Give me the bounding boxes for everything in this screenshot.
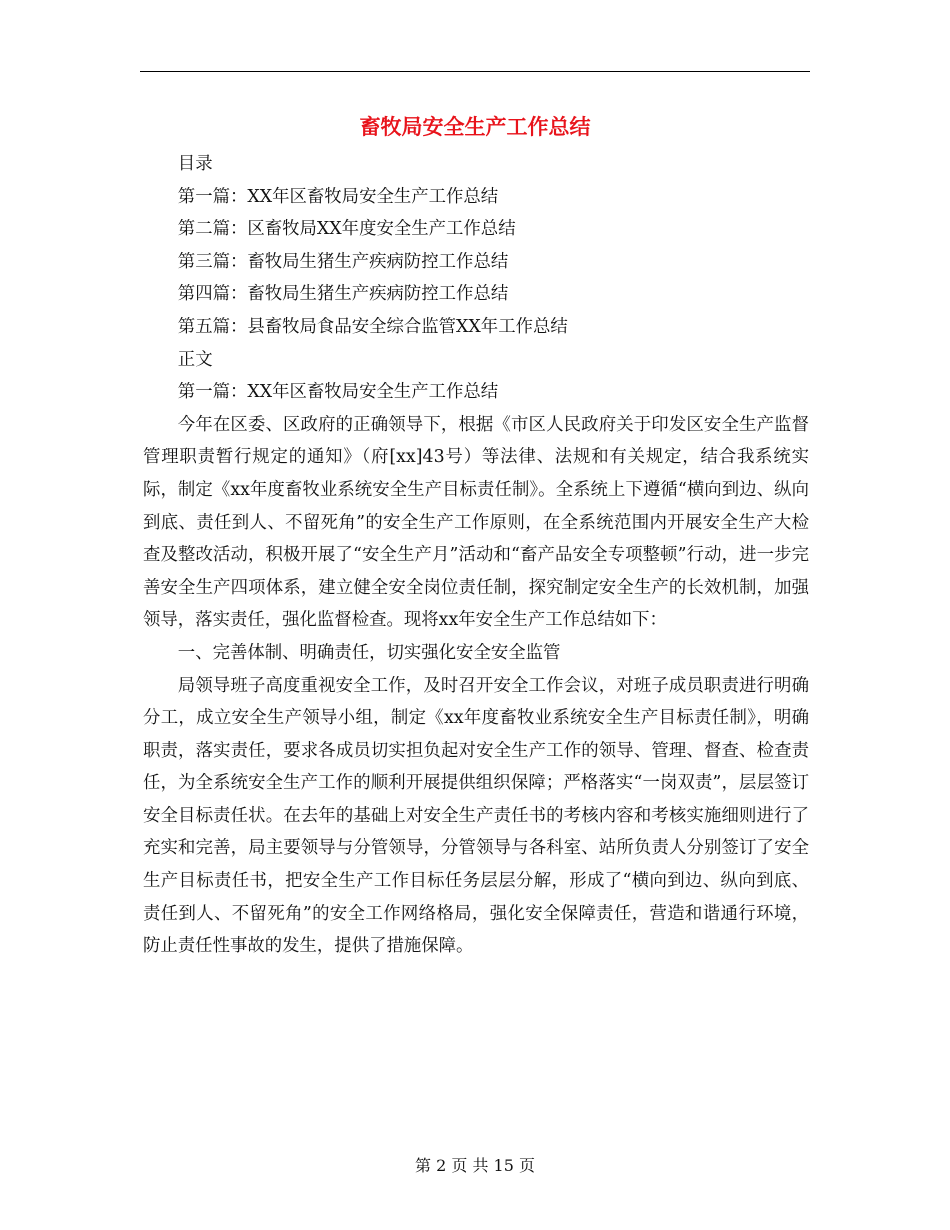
paragraph-intro: 今年在区委、区政府的正确领导下，根据《市区人民政府关于印发区安全生产监督管理职责暂行规定的通知》（府[xx]43号）等法律、法规和有关规定，结合我系统实际，制定《xx年度畜牧业系统安全生产目标责任制》。全系统上下遵循“横向到边、纵向到底、责任到人、不留死角”的安全生产工作原则，在全系统范围内开展安全生产大检查及整改活动，积极开展了“安全生产月”活动和“畜产品安全专项整顿”行动，进一步完善安全生产四项体系，建立健全安全岗位责任制，探究制定安全生产的长效机制，加强领导，落实责任，强化监督检查。现将xx年安全生产工作总结如下：	[143, 414, 809, 631]
paragraph-section-1: 局领导班子高度重视安全工作，及时召开安全工作会议，对班子成员职责进行明确分工，成立安全生产领导小组，制定《xx年度畜牧业系统安全生产目标责任制》，明确职责，落实责任，要求各成员切实担负起对安全生产工作的领导、管理、督查、检查责任，为全系统安全生产工作的顺利开展提供组织保障；严格落实“一岗双责”，层层签订安全目标责任状。在去年的基础上对安全生产责任书的考核内容和考核实施细则进行了充实和完善，局主要领导与分管领导，分管领导与各科室、站所负责人分别签订了安全生产目标责任书，把安全生产工作目标任务层层分解，形成了“横向到边、纵向到底、责任到人、不留死角”的安全工作网络格局，强化安全保障责任，营造和谐通行环境，防止责任性事故的发生，提供了措施保障。	[143, 675, 809, 957]
header-rule	[140, 71, 810, 72]
toc-item-5: 第五篇：县畜牧局食品安全综合监管XX年工作总结	[177, 316, 568, 337]
toc-item-1: 第一篇：XX年区畜牧局安全生产工作总结	[177, 186, 499, 207]
toc-heading: 目录	[177, 154, 213, 174]
document-body	[143, 148, 809, 963]
toc-item-3: 第三篇：畜牧局生猪生产疾病防控工作总结	[177, 251, 509, 272]
toc-item-2: 第二篇：区畜牧局XX年度安全生产工作总结	[177, 219, 516, 240]
chapter-title: 第一篇：XX年区畜牧局安全生产工作总结	[177, 382, 499, 403]
body-heading: 正文	[177, 349, 213, 370]
document-title: 畜牧局安全生产工作总结	[359, 114, 591, 139]
page-number: 第 2 页 共 15 页	[415, 1156, 535, 1175]
section-heading-1: 一、完善体制、明确责任，切实强化安全安全监管	[177, 642, 561, 663]
toc-item-4: 第四篇：畜牧局生猪生产疾病防控工作总结	[177, 284, 509, 305]
